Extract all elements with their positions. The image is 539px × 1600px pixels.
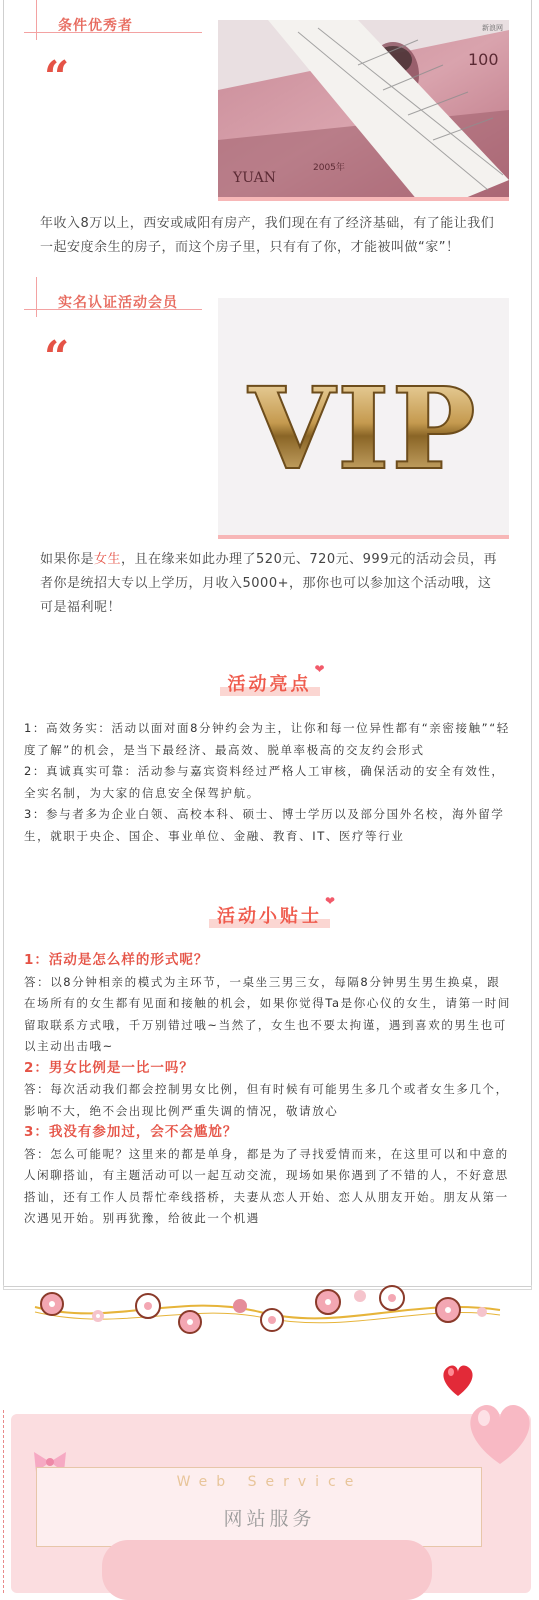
highlight-female: 女生 (94, 552, 122, 567)
flower-icon (316, 1290, 340, 1314)
flower-icon (436, 1298, 460, 1322)
money-photo (218, 20, 509, 201)
paragraph-post: ，且在缘来如此办理了520元、720元、999元的活动会员，再者你是统招大专以上学历，月收入5000+，那你也可以参加这个活动哦，这可是福利呢！ (40, 552, 497, 615)
flower-icon (261, 1309, 283, 1331)
vip-text: VIP (248, 364, 478, 495)
tip-answer: 答：每次活动我们都会控制男女比例，但有时候有可能男生多几个或者女生多几个，影响不大，绝不会出现比例严重失调的情况，敬请放心 (24, 1082, 509, 1118)
decor-vertical-line (36, 277, 37, 317)
service-title-en: Web Service (176, 1474, 363, 1490)
service-pill (102, 1540, 432, 1600)
quote-mark-icon: “ (44, 332, 70, 383)
flower-garland (30, 1282, 505, 1342)
heart-icon (462, 1398, 539, 1468)
image-underline (218, 535, 509, 539)
money-image (218, 20, 509, 201)
heart-icon: ❤ (324, 894, 338, 908)
decor-vertical-line (36, 0, 37, 40)
flower-icon (179, 1311, 201, 1333)
vip-graphic (218, 298, 509, 539)
tip-question: 1：活动是怎么样的形式呢？ (24, 952, 209, 968)
service-title-cn: 网站服务 (223, 1508, 316, 1530)
tip-question: 3：我没有参加过，会不会尴尬？ (24, 1124, 238, 1140)
highlights-heading (0, 662, 539, 696)
highlight-item: 3：参与者多为企业白领、高校本科、硕士、博士学历以及部分国外名校，海外留学生，就职于央企、国企、事业单位、金融、教育、IT、医疗等行业 (24, 807, 505, 843)
tips-heading (0, 894, 539, 928)
section-title: 条件优秀者 (58, 18, 133, 34)
section2-paragraph (40, 548, 500, 620)
watermark-text: 新浪网 (482, 24, 503, 32)
flower-icon (92, 1310, 104, 1322)
paragraph-pre: 如果你是 (40, 552, 95, 567)
number-text: 100 (468, 50, 499, 69)
vip-image (218, 298, 509, 539)
tip-question: 2：男女比例是一比一吗？ (24, 1059, 194, 1076)
heading-wrap (211, 894, 338, 928)
flower-icon (233, 1299, 247, 1313)
section-title: 实名认证活动会员 (58, 295, 178, 311)
tips-list (24, 950, 512, 1230)
section1-paragraph: 年收入8万以上，西安或咸阳有房产，我们现在有了经济基础，有了能让我们一起安度余生的房子，而这个房子里，只有有了你，才能被叫做“家”！ (40, 216, 495, 255)
heading-text: 活动小贴士 (217, 906, 322, 927)
yuan-text: YUAN (233, 170, 276, 186)
flower-icon (41, 1293, 63, 1315)
decor-dotted-line (3, 1410, 5, 1593)
tip-answer: 答：怎么可能呢？这里来的都是单身，都是为了寻找爱情而来，在这里可以和中意的人闲聊搭讪，有主题活动可以一起互动交流，现场如果你遇到了不错的人，不好意思搭讪，还有工作人员帮忙牵线搭桥，夫妻从恋人开始、恋人从朋友开始。朋友从第一次遇见开始。别再犹豫，给彼此一个机遇 (24, 1146, 509, 1225)
highlight-item: 1：高效务实：活动以面对面8分钟约会为主，让你和每一位异性都有“亲密接触”“轻度了解”的机会，是当下最经济、最高效、脱单率极高的交友约会形式 (24, 721, 510, 757)
flower-icon (477, 1307, 487, 1317)
heart-icon: ❤ (314, 662, 328, 676)
highlights-list (24, 718, 512, 847)
year-text: 2005年 (313, 163, 345, 173)
image-underline (218, 197, 509, 201)
heading-text: 活动亮点 (227, 674, 312, 695)
tip-answer: 答：以8分钟相亲的模式为主环节，一桌坐三男三女，每隔8分钟男生男生换桌，跟在场所有的女生都有见面和接触的机会，如果你觉得Ta是你心仪的女生，请第一时间留取联系方式哦，千万别错过哦~当然了，女生也不要太拘谨，遇到喜欢的男生也可以主动出击哦~ (24, 974, 511, 1053)
flower-icon (380, 1286, 404, 1310)
quote-mark-icon: “ (44, 52, 70, 103)
highlight-item: 2：真诚真实可靠：活动参与嘉宾资料经过严格人工审核，确保活动的安全有效性，全实名制，为大家的信息安全保驾护航。 (24, 764, 505, 800)
flower-icon (136, 1294, 160, 1318)
heading-wrap (222, 662, 328, 696)
flower-icon (354, 1290, 366, 1302)
